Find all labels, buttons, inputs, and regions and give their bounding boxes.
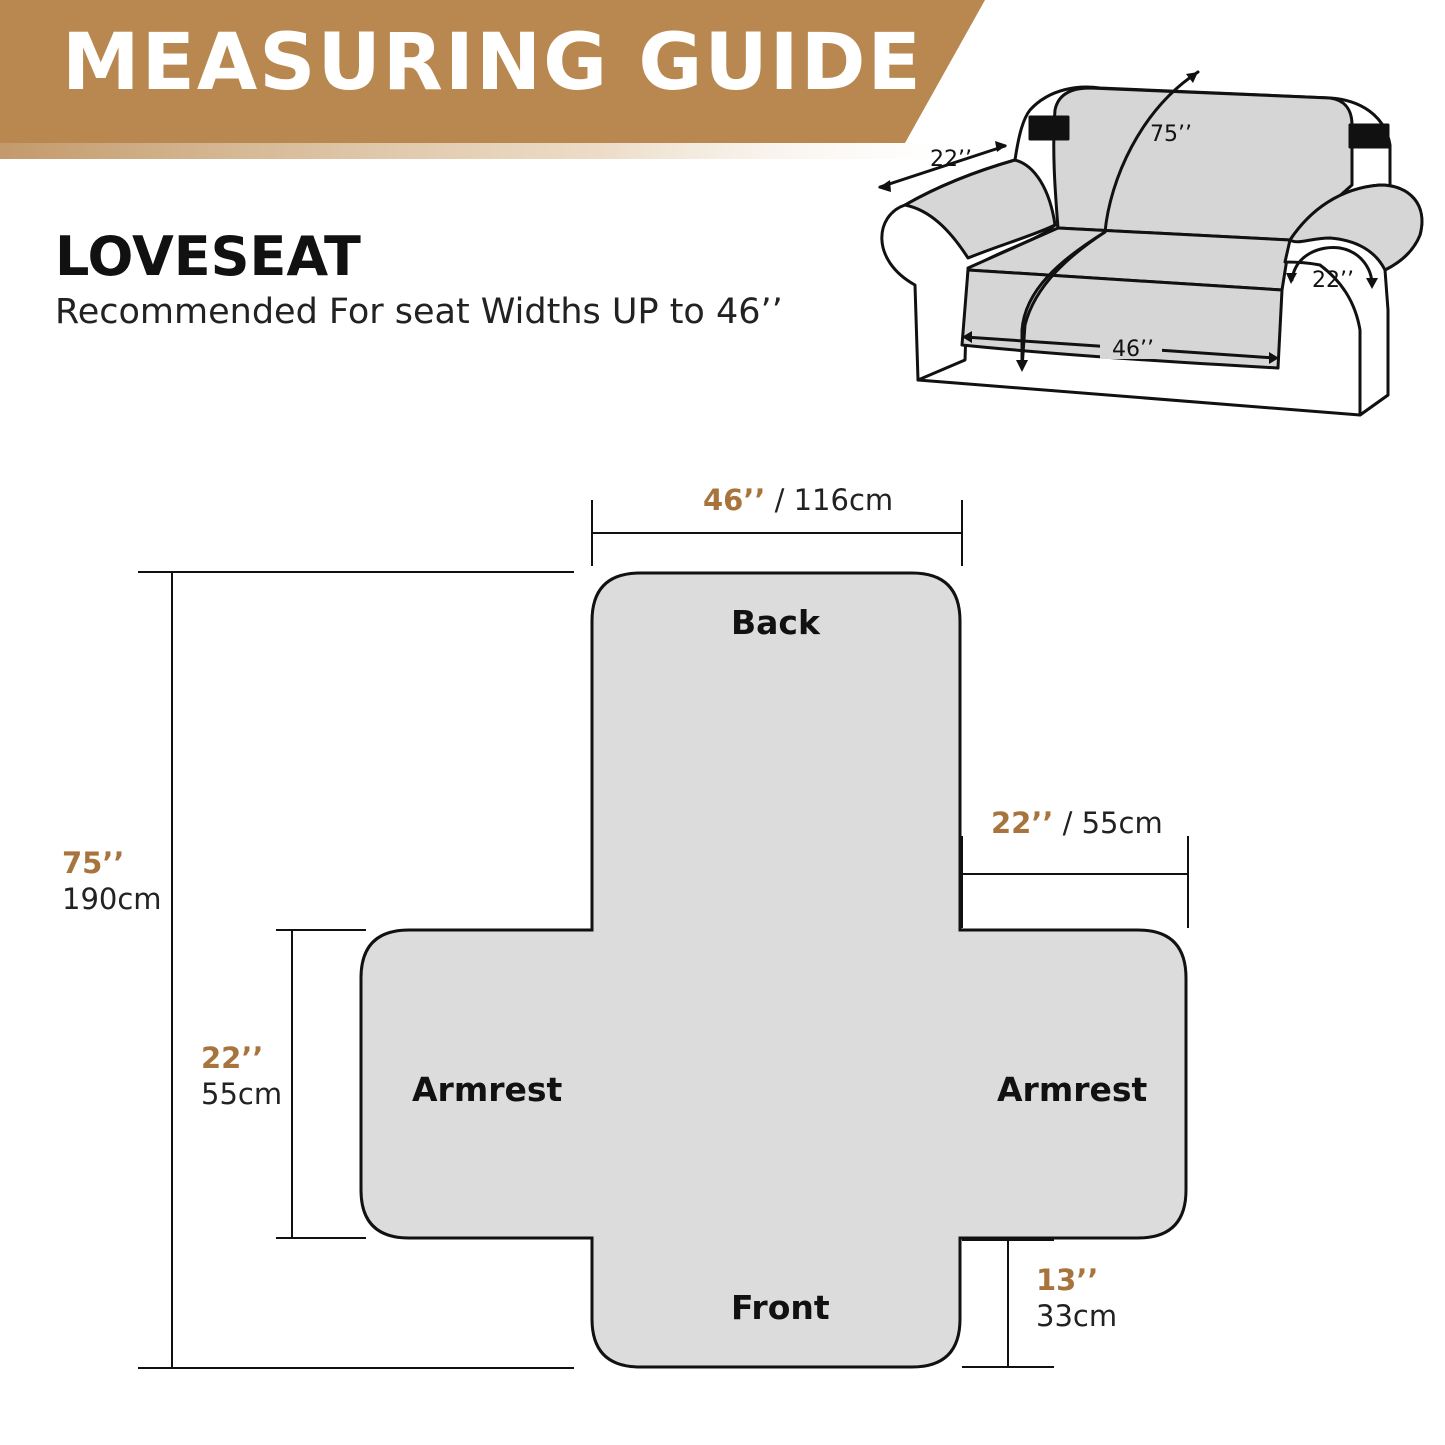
dim-label-arm-length [991,806,1163,840]
region-left-armrest: Armrest [412,1070,563,1109]
page-title: MEASURING GUIDE [62,18,923,108]
dim-arm-length-inches: 22’’ [991,806,1054,840]
dim-label-arm-width [201,1041,282,1111]
dim-label-front-drop [1036,1263,1117,1333]
dim-arm-length-cm: / 55cm [1062,806,1163,840]
sofa-label-seat-width: 46’’ [1112,337,1154,362]
sofa-label-back-length: 75’’ [1150,122,1192,147]
cover-shape [361,573,1186,1367]
dim-arm-width-inches: 22’’ [201,1041,264,1075]
dim-total-length-cm: 190cm [62,882,162,916]
dim-label-total-length [62,846,162,916]
sofa-label-arm-length: 22’’ [930,147,972,172]
sofa-label-arm-width: 22’’ [1312,268,1354,293]
region-front: Front [731,1288,830,1327]
dim-front-drop-inches: 13’’ [1036,1263,1099,1297]
dim-top-width-cm: / 116cm [774,483,894,517]
dim-label-top-width [703,483,893,517]
dim-top-width-inches: 46’’ [703,483,766,517]
region-back: Back [731,603,820,642]
region-right-armrest: Armrest [997,1070,1148,1109]
product-recommendation: Recommended For seat Widths UP to 46’’ [55,292,783,332]
product-name: LOVESEAT [55,225,361,288]
dim-arm-width-cm: 55cm [201,1077,283,1111]
dim-front-drop-cm: 33cm [1036,1299,1118,1333]
dim-total-length-inches: 75’’ [62,846,125,880]
